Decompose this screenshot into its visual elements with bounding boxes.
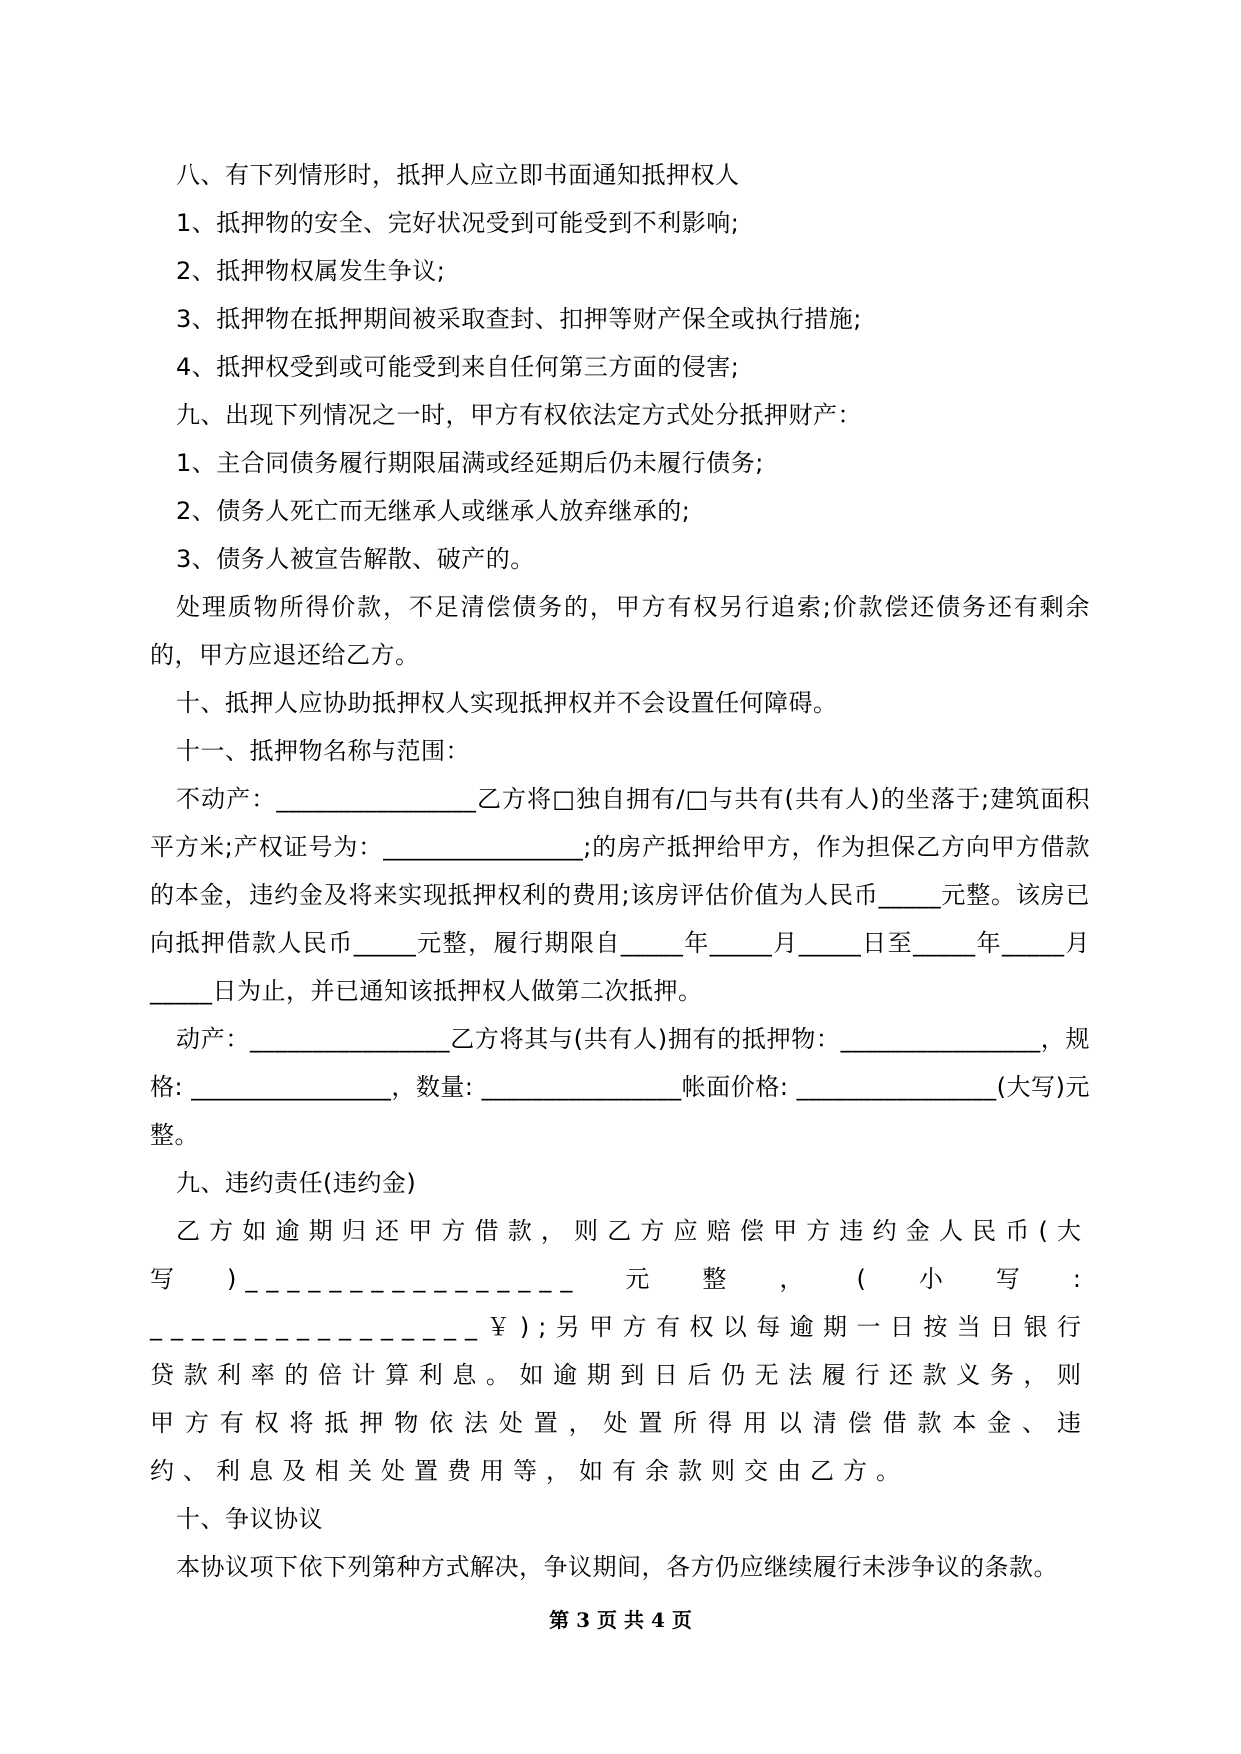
document-body	[150, 151, 1090, 1591]
list-item: 3、债务人被宣告解散、破产的。	[176, 545, 535, 573]
section-dispute-heading: 十、争议协议	[176, 1505, 323, 1533]
page-footer: 第 3 页 共 4 页	[549, 1608, 692, 1632]
paragraph-liability: 乙方如逾期归还甲方借款，则乙方应赔偿甲方违约金人民币(大写)________________元整，(小写: ________________￥);另甲方有权以每逾期一日按当日银行贷款利率的倍计算利息。如逾期到日后仍无法履行还款义务，则甲方有权将抵押物依法处置，处置所得用以清偿借款本金、违约、利息及相关处置费用等，如有余款则交由乙方。	[150, 1217, 1090, 1485]
paragraph-disposal-proceeds: 处理质物所得价款，不足清偿债务的，甲方有权另行追索;价款偿还债务还有剩余的，甲方应退还给乙方。	[150, 593, 1090, 669]
section-9-heading: 九、出现下列情况之一时，甲方有权依法定方式处分抵押财产：	[176, 401, 862, 429]
section-8-heading: 八、有下列情形时，抵押人应立即书面通知抵押权人	[176, 161, 740, 189]
paragraph-movable-property: 动产：________________乙方将其与(共有人)拥有的抵押物：________________，规格: ________________，数量: ________________帐面价格: ________________(大写)元整。	[150, 1025, 1090, 1149]
paragraph-dispute: 本协议项下依下列第种方式解决，争议期间，各方仍应继续履行未涉争议的条款。	[176, 1553, 1058, 1581]
list-item: 3、抵押物在抵押期间被采取查封、扣押等财产保全或执行措施;	[176, 305, 862, 333]
section-10-heading: 十、抵押人应协助抵押权人实现抵押权并不会设置任何障碍。	[176, 689, 838, 717]
list-item: 2、抵押物权属发生争议;	[176, 257, 446, 285]
list-item: 4、抵押权受到或可能受到来自任何第三方面的侵害;	[176, 353, 740, 381]
list-item: 1、抵押物的安全、完好状况受到可能受到不利影响;	[176, 209, 740, 237]
section-11-heading: 十一、抵押物名称与范围：	[176, 737, 470, 765]
list-item: 2、债务人死亡而无继承人或继承人放弃继承的;	[176, 497, 691, 525]
paragraph-real-estate: 不动产：________________乙方将□独自拥有/□与共有(共有人)的坐落于;建筑面积平方米;产权证号为：________________;的房产抵押给甲方，作为担保乙方向甲方借款的本金，违约金及将来实现抵押权利的费用;该房评估价值为人民币_____元整。该房已向抵押借款人民币_____元整，履行期限自_____年_____月_____日至_____年_____月_____日为止，并已通知该抵押权人做第二次抵押。	[150, 785, 1090, 1005]
list-item: 1、主合同债务履行期限届满或经延期后仍未履行债务;	[176, 449, 764, 477]
section-liability-heading: 九、违约责任(违约金)	[176, 1169, 417, 1197]
